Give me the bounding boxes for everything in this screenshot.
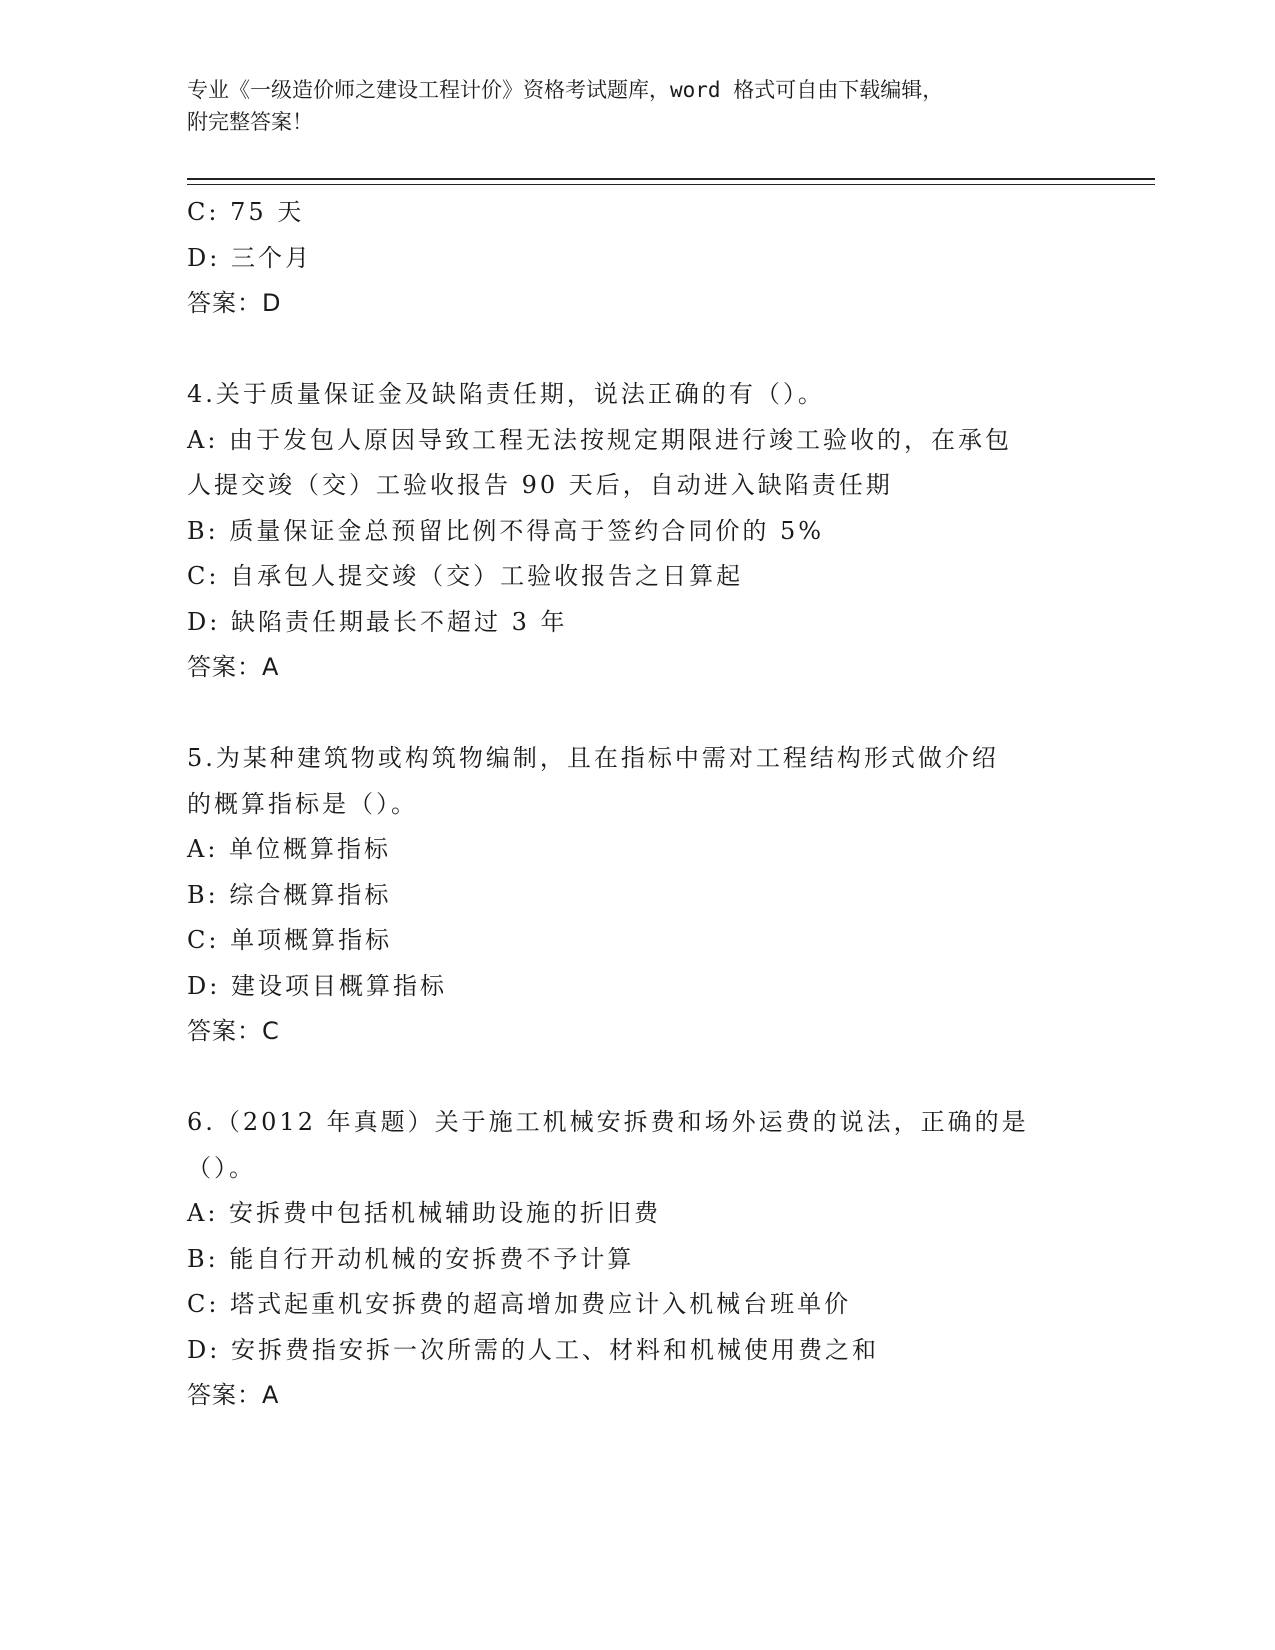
option-d: D: 缺陷责任期最长不超过 3 年 [187,607,568,636]
question-5 [187,736,1087,1055]
question-6 [187,1100,1087,1419]
question-stem-continued: 的概算指标是（）。 [187,789,418,818]
option-d: D: 建设项目概算指标 [187,971,447,1000]
option-b: B: 能自行开动机械的安拆费不予计算 [187,1244,635,1273]
answer: 答案：A [187,1381,280,1409]
spacer [187,1055,1087,1101]
option-b: B: 综合概算指标 [187,880,392,909]
option-d: D: 安拆费指安拆一次所需的人工、材料和机械使用费之和 [187,1335,879,1364]
option-c: C: 单项概算指标 [187,926,393,954]
question-4 [187,372,1087,691]
header-line-1: 专业《一级造价师之建设工程计价》资格考试题库，word 格式可自由下载编辑， [187,78,944,102]
question-fragment-previous [187,190,1087,327]
option-a: A: 安拆费中包括机械辅助设施的折旧费 [187,1199,662,1227]
question-stem: 5.为某种建筑物或构筑物编制，且在指标中需对工程结构形式做介绍 [187,744,999,772]
option-a-continued: 人提交竣（交）工验收报告 90 天后，自动进入缺陷责任期 [187,471,893,499]
spacer [187,327,1087,373]
answer: 答案：D [187,289,282,317]
option-b: B: 质量保证金总预留比例不得高于签约合同价的 5% [187,516,825,545]
header-divider-thick [187,178,1155,180]
spacer [187,691,1087,737]
header-line-2: 附完整答案！ [187,110,313,134]
option-a: A: 单位概算指标 [187,835,392,863]
option-d: D: 三个月 [187,243,312,272]
page-header [187,74,1067,138]
question-stem-continued: （）。 [187,1153,256,1182]
option-c: C: 塔式起重机安拆费的超高增加费应计入机械台班单价 [187,1290,852,1318]
answer: 答案：A [187,653,280,681]
question-stem: 6.（2012 年真题）关于施工机械安拆费和场外运费的说法，正确的是 [187,1108,1029,1136]
option-a: A: 由于发包人原因导致工程无法按规定期限进行竣工验收的，在承包 [187,425,1013,454]
option-c: C: 75 天 [187,198,305,226]
header-divider-thin [187,184,1155,185]
question-list [187,190,1087,1419]
option-c: C: 自承包人提交竣（交）工验收报告之日算起 [187,562,744,590]
answer: 答案：C [187,1017,280,1045]
question-stem: 4.关于质量保证金及缺陷责任期，说法正确的有（）。 [187,380,825,408]
